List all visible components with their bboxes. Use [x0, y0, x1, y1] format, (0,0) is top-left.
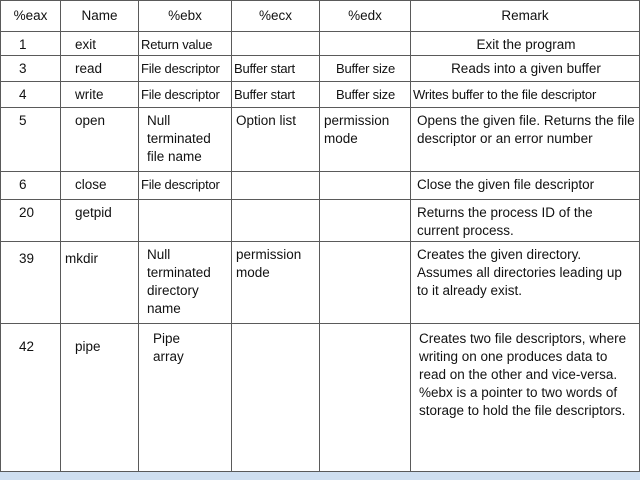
cell-edx	[320, 32, 411, 56]
cell-ebx: Null terminated directory name	[139, 242, 232, 324]
cell-ebx: Return value	[139, 32, 232, 56]
cell-edx	[320, 242, 411, 324]
cell-eax: 3	[1, 56, 61, 82]
table-row	[1, 324, 640, 472]
cell-ecx	[232, 172, 320, 200]
header-remark: Remark	[411, 1, 640, 32]
table-row	[1, 32, 640, 56]
cell-edx	[320, 172, 411, 200]
cell-ebx	[139, 200, 232, 242]
cell-remark: Returns the process ID of the current process.	[411, 200, 640, 242]
cell-remark: Close the given file descriptor	[411, 172, 640, 200]
cell-remark: Exit the program	[411, 32, 640, 56]
cell-name: exit	[61, 32, 139, 56]
cell-eax: 6	[1, 172, 61, 200]
cell-edx: Buffer size	[320, 56, 411, 82]
table-row	[1, 56, 640, 82]
cell-name: close	[61, 172, 139, 200]
table-row	[1, 82, 640, 108]
cell-ecx	[232, 200, 320, 242]
cell-name: open	[61, 108, 139, 172]
header-eax: %eax	[1, 1, 61, 32]
cell-name: write	[61, 82, 139, 108]
cell-ecx	[232, 32, 320, 56]
table-row	[1, 242, 640, 324]
header-ebx: %ebx	[139, 1, 232, 32]
cell-ebx: Null terminated file name	[139, 108, 232, 172]
cell-eax: 39	[1, 242, 61, 324]
cell-edx	[320, 200, 411, 242]
cell-eax: 4	[1, 82, 61, 108]
table-row	[1, 172, 640, 200]
cell-name: getpid	[61, 200, 139, 242]
cell-eax: 5	[1, 108, 61, 172]
header-edx: %edx	[320, 1, 411, 32]
cell-remark: Writes buffer to the file descriptor	[411, 82, 640, 108]
cell-remark: Opens the given file. Returns the file descriptor or an error number	[411, 108, 640, 172]
cell-ecx: Buffer start	[232, 56, 320, 82]
cell-edx: permission mode	[320, 108, 411, 172]
table-row	[1, 108, 640, 172]
cell-name: mkdir	[61, 242, 139, 324]
cell-ebx: File descriptor	[139, 82, 232, 108]
cell-ecx: permission mode	[232, 242, 320, 324]
cell-ebx: File descriptor	[139, 56, 232, 82]
cell-remark: Reads into a given buffer	[411, 56, 640, 82]
header-row	[1, 1, 640, 32]
cell-name: pipe	[61, 324, 139, 472]
cell-remark: Creates two file descriptors, where writing on one produces data to read on the other and vice-versa. %ebx is a pointer to two words of storage to hold the file descriptors.	[411, 324, 640, 472]
cell-ebx: Pipe array	[139, 324, 232, 472]
table-row	[1, 200, 640, 242]
cell-eax: 20	[1, 200, 61, 242]
cell-eax: 42	[1, 324, 61, 472]
cell-ebx: File descriptor	[139, 172, 232, 200]
cell-ecx	[232, 324, 320, 472]
header-name: Name	[61, 1, 139, 32]
cell-remark: Creates the given directory. Assumes all directories leading up to it already exist.	[411, 242, 640, 324]
cell-ecx: Option list	[232, 108, 320, 172]
cell-eax: 1	[1, 32, 61, 56]
cell-name: read	[61, 56, 139, 82]
cell-edx: Buffer size	[320, 82, 411, 108]
cell-edx	[320, 324, 411, 472]
cell-ecx: Buffer start	[232, 82, 320, 108]
header-ecx: %ecx	[232, 1, 320, 32]
